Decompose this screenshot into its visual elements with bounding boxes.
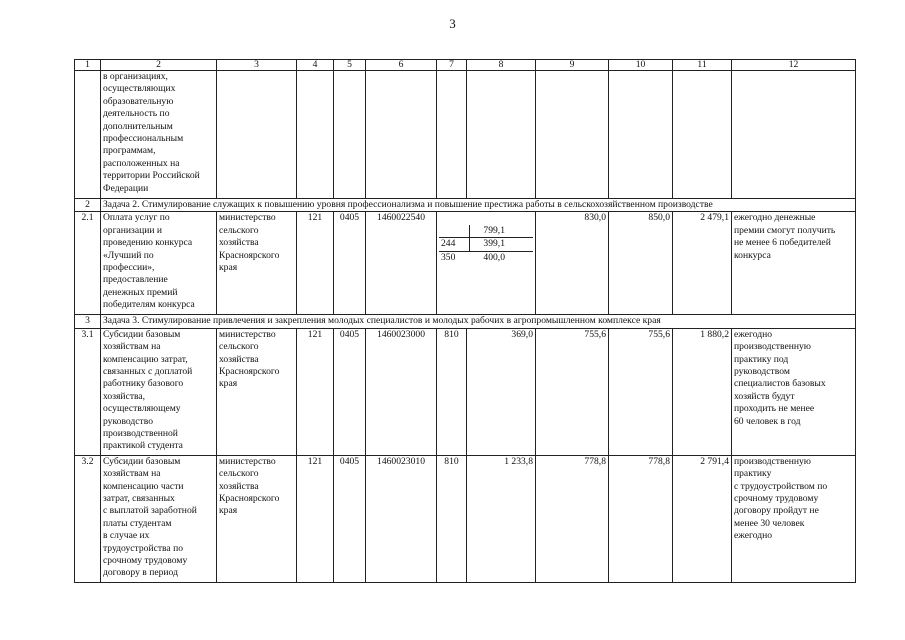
cell-col9: 830,0: [536, 212, 609, 315]
table-row-task2: [75, 199, 856, 212]
sub-value: 799,1: [469, 225, 533, 238]
cell-col4: 121: [297, 212, 334, 315]
task-title: Задача 2. Стимулирование служащих к повышению уровня профессионализма и повышение престижа работы в сельскохозяйственном производстве: [101, 199, 856, 212]
col-header-3: 3: [217, 60, 297, 71]
sub-row: [439, 225, 533, 238]
col-header-7: 7: [437, 60, 467, 71]
cell-result: ежегодно денежные премии смогут получить не менее 6 победителей конкурса: [732, 212, 856, 315]
cell-col6: 1460023000: [366, 328, 437, 455]
cell-num: 2.1: [75, 212, 101, 315]
col-header-5: 5: [334, 60, 366, 71]
cell-col4: 121: [297, 455, 334, 582]
cell-col7: 810: [437, 455, 467, 582]
cell-num: 3: [75, 315, 101, 328]
table-row-continuation: [75, 71, 856, 199]
cell-col7: 810: [437, 328, 467, 455]
col-header-9: 9: [536, 60, 609, 71]
cell-col9: 778,8: [536, 455, 609, 582]
table-row-3-2: [75, 455, 856, 582]
cell-col10: 755,6: [609, 328, 673, 455]
col-header-6: 6: [366, 60, 437, 71]
cell-col11: 1 880,2: [673, 328, 732, 455]
cell-name: Субсидии базовым хозяйствам на компенсацию части затрат, связанных с выплатой заработной платы студентам в случае их трудоустройства по срочному трудовому договору в период: [101, 455, 217, 582]
cell-num: 3.1: [75, 328, 101, 455]
cell-result: ежегодно производственную практику под руководством специалистов базовых хозяйств будут проходить не менее 60 человек в год: [732, 328, 856, 455]
sub-row: [439, 238, 533, 251]
table-row-3-1: [75, 328, 856, 455]
sub-table: [439, 225, 533, 264]
sub-code: 244: [439, 238, 469, 251]
page-number: 3: [449, 16, 456, 31]
sub-value: 400,0: [483, 251, 505, 263]
col-header-11: 11: [673, 60, 732, 71]
table-row-task3: [75, 315, 856, 328]
sub-value: 399,1: [469, 238, 533, 251]
col-header-10: 10: [609, 60, 673, 71]
cell-col10: 778,8: [609, 455, 673, 582]
col-header-1: 1: [75, 60, 101, 71]
cell-col8: 369,0: [467, 328, 536, 455]
cell-org: министерство сельского хозяйства Красноярского края: [217, 328, 297, 455]
sub-code: 350: [441, 251, 456, 263]
cell-name: в организациях, осуществляющих образовательную деятельность по дополнительным профессиональным программам, расположенных на территории Российской Федерации: [101, 71, 217, 199]
cell-col5: 0405: [334, 328, 366, 455]
cell-col4: 121: [297, 328, 334, 455]
cell-col11: 2 791,4: [673, 455, 732, 582]
col-header-2: 2: [101, 60, 217, 71]
cell-name: Субсидии базовым хозяйствам на компенсацию затрат, связанных с доплатой работнику базового хозяйства, осуществляющему руководство производственной практикой студента: [101, 328, 217, 455]
cell-org: министерство сельского хозяйства Красноярского края: [217, 212, 297, 315]
sub-row: [439, 251, 533, 264]
col-header-8: 8: [467, 60, 536, 71]
col-header-12: 12: [732, 60, 856, 71]
budget-table: [74, 59, 856, 583]
table-row-2-1: [75, 212, 856, 315]
cell-result: производственную практику с трудоустройством по срочному трудовому договору пройдут не менее 30 человек ежегодно: [732, 455, 856, 582]
cell-num: 2: [75, 199, 101, 212]
col-header-4: 4: [297, 60, 334, 71]
task-title: Задача 3. Стимулирование привлечения и закрепления молодых специалистов и молодых рабочих в агропромышленном комплексе края: [101, 315, 856, 328]
cell-num: 3.2: [75, 455, 101, 582]
cell-col6: 1460023010: [366, 455, 437, 582]
cell-col10: 850,0: [609, 212, 673, 315]
cell-name: Оплата услуг по организации и проведению конкурса «Лучший по профессии», предоставление денежных премий победителям конкурса: [101, 212, 217, 315]
cell-col6: 1460022540: [366, 212, 437, 315]
cell-col8: 1 233,8: [467, 455, 536, 582]
cell-col5: 0405: [334, 455, 366, 582]
cell-org: министерство сельского хозяйства Красноярского края: [217, 455, 297, 582]
cell-col5: 0405: [334, 212, 366, 315]
cell-col11: 2 479,1: [673, 212, 732, 315]
header-row: [75, 60, 856, 71]
cell-col9: 755,6: [536, 328, 609, 455]
cell-subtable: [437, 212, 536, 315]
sub-code: [439, 225, 469, 238]
